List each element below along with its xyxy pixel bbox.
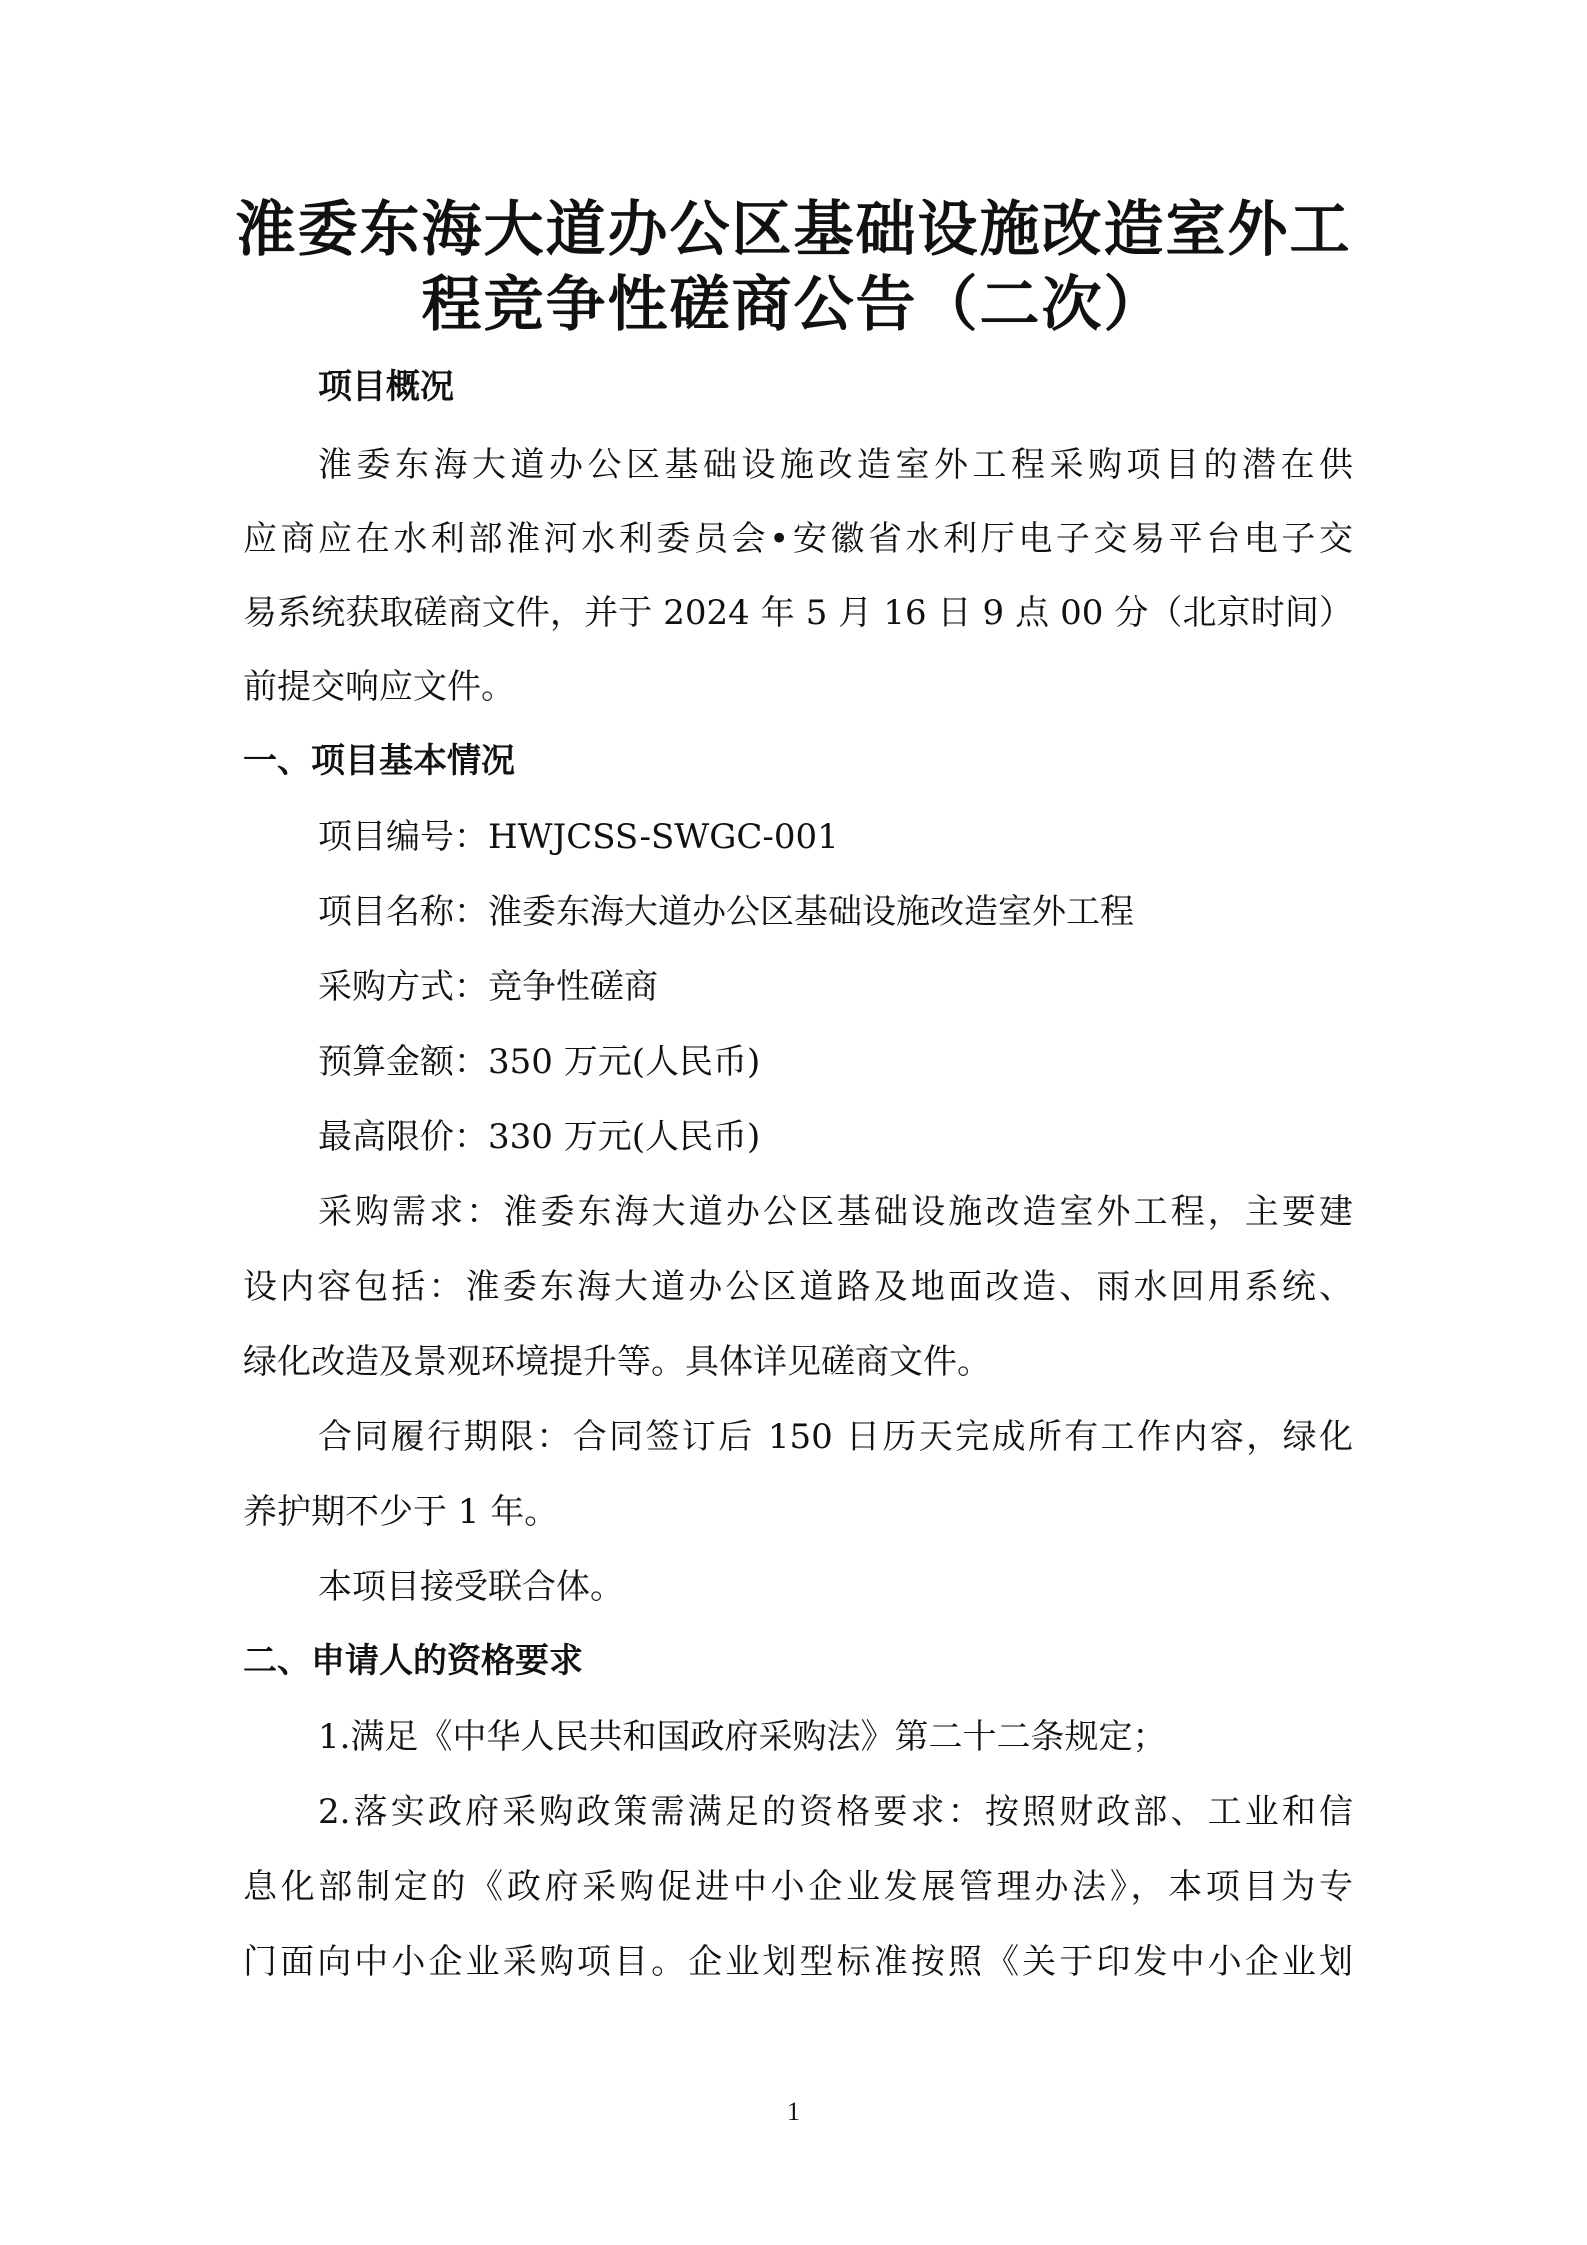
requirement-2-line-1: 2.落实政府采购政策需满足的资格要求：按照财政部、工业和信 xyxy=(318,1792,1353,1832)
overview-line-3: 易系统获取磋商文件，并于 2024 年 5 月 16 日 9 点 00 分（北京时间） xyxy=(243,593,1353,633)
document-title-line-1: 淮委东海大道办公区基础设施改造室外工 xyxy=(235,195,1352,265)
demand-line-1: 采购需求：淮委东海大道办公区基础设施改造室外工程，主要建 xyxy=(318,1192,1353,1232)
document-title-line-2: 程竞争性磋商公告（二次） xyxy=(421,270,1166,340)
contract-line-1: 合同履行期限：合同签订后 150 日历天完成所有工作内容，绿化 xyxy=(318,1417,1353,1457)
section-1-heading: 一、项目基本情况 xyxy=(243,741,515,781)
requirement-1: 1.满足《中华人民共和国政府采购法》第二十二条规定； xyxy=(318,1717,1167,1757)
project-name: 项目名称：淮委东海大道办公区基础设施改造室外工程 xyxy=(318,892,1134,932)
demand-line-2: 设内容包括：淮委东海大道办公区道路及地面改造、雨水回用系统、 xyxy=(243,1267,1353,1307)
overview-line-4: 前提交响应文件。 xyxy=(243,667,515,707)
project-code: 项目编号：HWJCSS-SWGC-001 xyxy=(318,817,839,857)
demand-line-3: 绿化改造及景观环境提升等。具体详见磋商文件。 xyxy=(243,1342,991,1382)
contract-line-2: 养护期不少于 1 年。 xyxy=(243,1492,559,1532)
requirement-2-line-3: 门面向中小企业采购项目。企业划型标准按照《关于印发中小企业划 xyxy=(243,1942,1353,1982)
procurement-method: 采购方式：竞争性磋商 xyxy=(318,967,658,1007)
budget-amount: 预算金额：350 万元(人民币) xyxy=(318,1042,761,1082)
page-number: 1 xyxy=(787,2097,800,2126)
max-price: 最高限价：330 万元(人民币) xyxy=(318,1117,761,1157)
overview-line-2: 应商应在水利部淮河水利委员会•安徽省水利厅电子交易平台电子交 xyxy=(243,519,1353,559)
consortium-note: 本项目接受联合体。 xyxy=(318,1567,624,1607)
overview-heading: 项目概况 xyxy=(318,367,454,407)
requirement-2-line-2: 息化部制定的《政府采购促进中小企业发展管理办法》，本项目为专 xyxy=(243,1867,1353,1907)
overview-line-1: 淮委东海大道办公区基础设施改造室外工程采购项目的潜在供 xyxy=(318,445,1353,485)
section-2-heading: 二、申请人的资格要求 xyxy=(243,1641,583,1681)
